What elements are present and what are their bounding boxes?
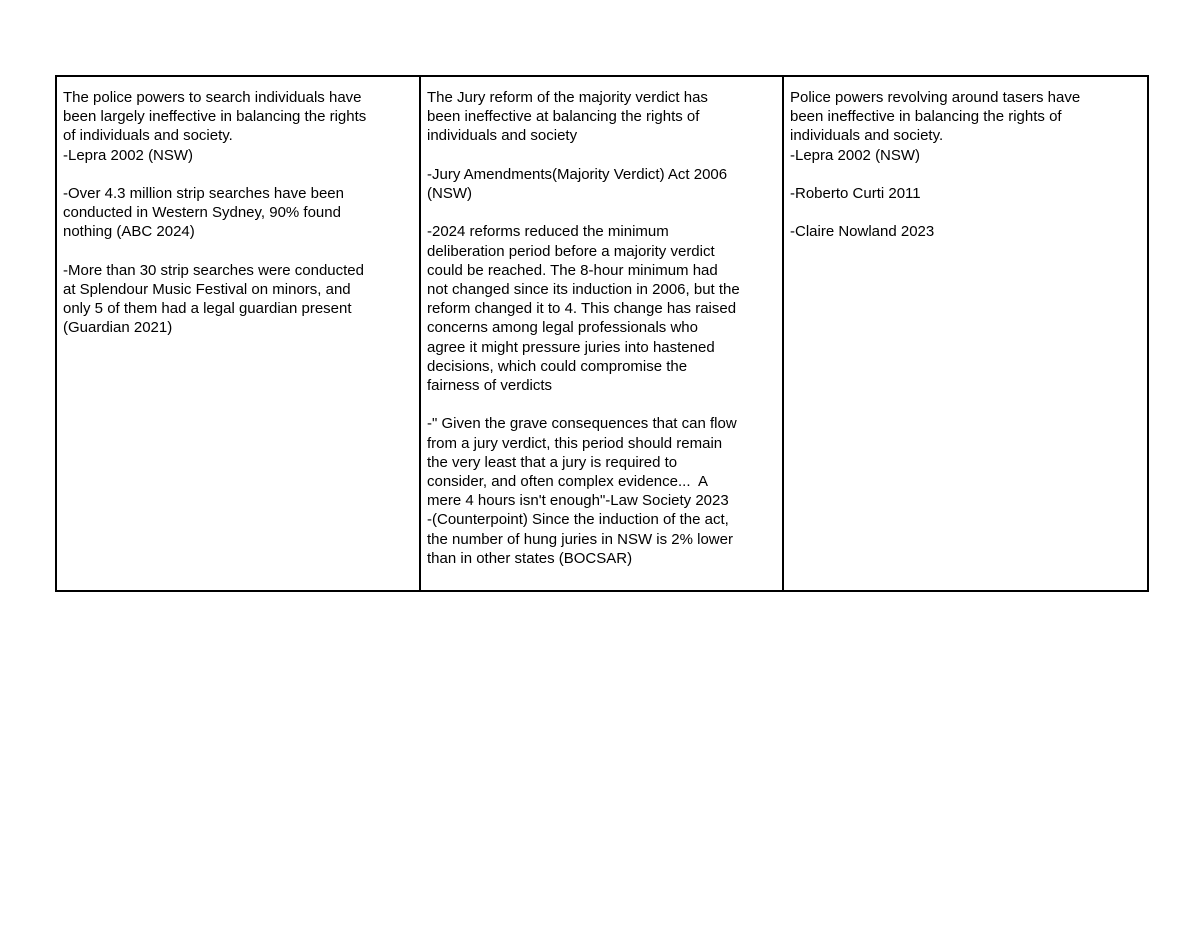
column-jury-majority-verdict xyxy=(420,76,783,591)
paragraph-gap xyxy=(427,395,776,414)
cell-text-line: -More than 30 strip searches were conducted xyxy=(63,261,364,279)
cell-text-line: only 5 of them had a legal guardian present xyxy=(63,300,352,318)
table-row xyxy=(56,76,1148,591)
cell-text-line: -Jury Amendments(Majority Verdict) Act 2006 xyxy=(427,165,728,183)
cell-text-line: concerns among legal professionals who xyxy=(427,319,698,337)
cell-text-line: -Claire Nowland 2023 xyxy=(790,223,935,241)
cell-text-line: reform changed it to 4. This change has raised xyxy=(427,300,737,318)
argument-table xyxy=(55,75,1149,592)
cell-text-line: could be reached. The 8-hour minimum had xyxy=(427,261,718,279)
cell-text-line: -Roberto Curti 2011 xyxy=(790,185,921,202)
cell-text-line: individuals and society xyxy=(427,127,578,145)
cell-text-line: -Lepra 2002 (NSW) xyxy=(63,146,194,164)
cell-text-line: nothing (ABC 2024) xyxy=(63,223,195,241)
cell-text-line: been ineffective in balancing the rights of xyxy=(790,108,1062,126)
cell-text-line: consider, and often complex evidence... A xyxy=(427,473,709,491)
cell-text-line: been largely ineffective in balancing the rights xyxy=(63,108,367,126)
cell-text-line: of individuals and society. xyxy=(63,127,233,145)
cell-text-line: than in other states (BOCSAR) xyxy=(427,549,633,567)
cell-text-line: mere 4 hours isn't enough"-Law Society 2023 xyxy=(427,492,729,510)
cell-text-line: deliberation period before a majority verdict xyxy=(427,242,715,260)
paragraph-gap xyxy=(790,203,1141,222)
cell-text-line: -Lepra 2002 (NSW) xyxy=(790,146,921,164)
cell-text-line: -" Given the grave consequences that can flow xyxy=(427,415,737,433)
cell-text-line: agree it might pressure juries into hastened xyxy=(427,338,715,356)
paragraph-gap xyxy=(427,203,776,222)
cell-text-line: -Over 4.3 million strip searches have been xyxy=(63,185,344,202)
cell-text-line: decisions, which could compromise the xyxy=(427,357,688,375)
cell-text-line: the number of hung juries in NSW is 2% lower xyxy=(427,530,733,548)
paragraph-gap xyxy=(63,242,413,261)
cell-text-line: -(Counterpoint) Since the induction of the act, xyxy=(427,511,729,529)
cell-text-line: individuals and society. xyxy=(790,127,944,145)
cell-text-line: from a jury verdict, this period should remain xyxy=(427,434,723,452)
cell-text-line: not changed since its induction in 2006, but the xyxy=(427,281,740,298)
cell-text-line: -2024 reforms reduced the minimum xyxy=(427,223,669,241)
paragraph-gap xyxy=(63,165,413,184)
cell-text-line: been ineffective at balancing the rights of xyxy=(427,108,700,126)
cell-text-line: at Splendour Music Festival on minors, and xyxy=(63,281,351,298)
cell-text-line: Police powers revolving around tasers have xyxy=(790,89,1081,106)
cell-text-line: the very least that a jury is required to xyxy=(427,453,678,471)
cell-text-line: (Guardian 2021) xyxy=(63,319,173,337)
cell-text-line: The Jury reform of the majority verdict has xyxy=(427,89,708,106)
paragraph-gap xyxy=(790,165,1141,184)
column-police-taser-powers xyxy=(783,76,1148,591)
cell-text-line: (NSW) xyxy=(427,185,472,202)
cell-text-line: fairness of verdicts xyxy=(427,377,553,395)
cell-text-line: conducted in Western Sydney, 90% found xyxy=(63,204,341,222)
column-police-search-powers xyxy=(56,76,420,591)
paragraph-gap xyxy=(427,146,776,165)
cell-text-line: The police powers to search individuals have xyxy=(63,89,362,106)
